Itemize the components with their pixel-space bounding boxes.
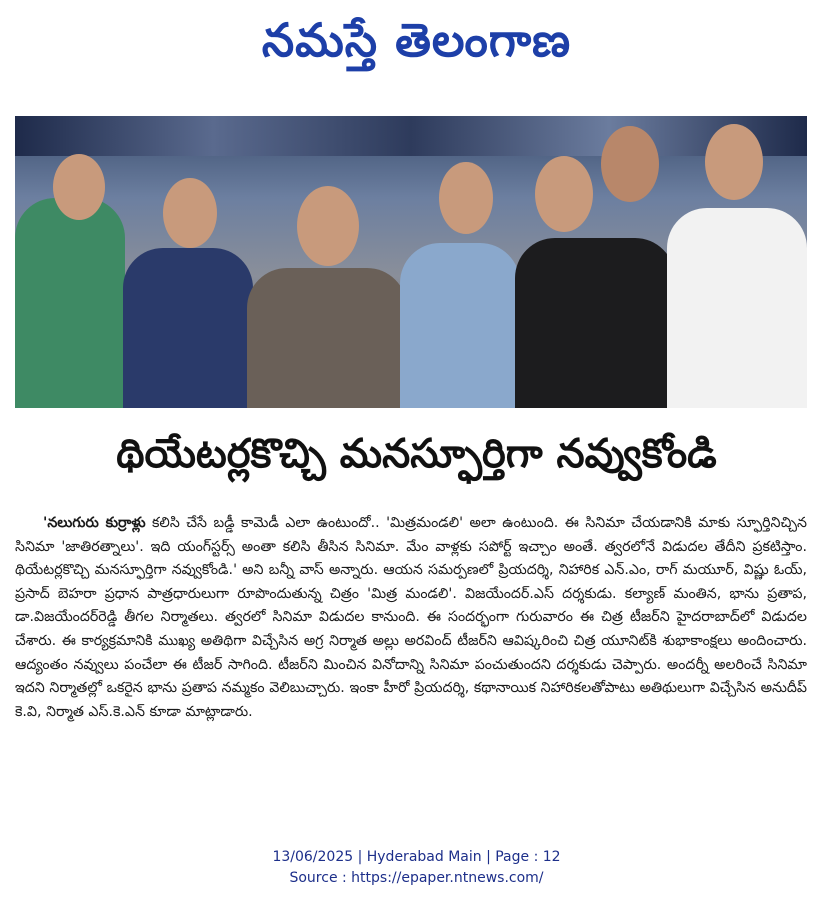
article-text: కలిసి చేసే బడ్డీ కామెడీ ఎలా ఉంటుందో.. 'మిత్రమండలి' అలా ఉంటుంది. ఈ సినిమా చేయడానికి మాకు స్ఫూర్తినిచ్చిన సినిమా 'జాతిరత్నాలు'. ఇది యంగ్‌స్టర్స్ అంతా కలిసి తీసిన సినిమా. మేం వాళ్లకు సపోర్ట్ ఇచ్చాం అంతే. త్వరలోనే విడుదల తేదీని ప్రకటిస్తాం. థియేటర్లకొచ్చి మనస్ఫూర్తిగా నవ్వుకోండి.' అని బన్నీ వాస్ అన్నారు. ఆయన సమర్పణలో ప్రియదర్శి, నిహారిక ఎన్.ఎం, రాగ్ మయూర్, విష్ణు ఓయ్, ప్రసాద్ బెహరా ప్రధాన పాత్రధారులుగా రూపొందుతున్న చిత్రం 'మిత్ర మండలి'. విజయేందర్.ఎస్ దర్శకుడు. కల్యాణ్ మంతిన, భాను ప్రతాప, డా.విజయేందర్‌రెడ్డి తీగల నిర్మాతలు. త్వరలో సినిమా విడుదల కానుంది. ఈ సందర్భంగా గురువారం ఈ చిత్ర టీజర్‌ని హైదరాబాద్‌లో విడుదల చేశారు. ఈ కార్యక్రమానికి ముఖ్య అతిథిగా విచ్చేసిన అగ్ర నిర్మాత అల్లు అరవింద్ టీజర్‌ని ఆవిష్కరించి చిత్ర యూనిట్‌కి శుభాకాంక్షలు అందించారు. ఆద్యంతం నవ్వులు పంచేలా ఈ టీజర్ సాగింది. టీజర్‌ని మించిన వినోదాన్ని సినిమా పంచుతుందని దర్శకుడు చెప్పారు. అందర్నీ అలరించే సినిమా ఇదని నిర్మాతల్లో ఒకరైన భాను ప్రతాప నమ్మకం వెలిబుచ్చారు. ఇంకా హీరో ప్రియదర్శి, కథానాయిక నిహారికలతోపాటు అతిథులుగా విచ్చేసిన అనుదీప్ కె.వి, నిర్మాత ఎస్.కె.ఎన్ కూడా మాట్లాడారు. [15, 515, 807, 720]
masthead [0, 8, 833, 72]
article-body [15, 512, 807, 724]
person-head [535, 156, 593, 232]
page-footer [0, 847, 833, 889]
person-head [297, 186, 359, 266]
person-head [705, 124, 763, 200]
person-figure [15, 198, 125, 408]
article-headline: థియేటర్లకొచ్చి మనస్ఫూర్తిగా నవ్వుకోండి [116, 431, 717, 477]
person-figure [247, 268, 407, 408]
event-banner [15, 116, 807, 156]
person-head [53, 154, 105, 220]
person-head [601, 126, 659, 202]
person-figure [400, 243, 520, 408]
article-lead: 'నలుగురు కుర్రాళ్లు [43, 515, 146, 531]
newspaper-title: నమస్తే తెలంగాణ [261, 13, 572, 67]
group-photo [15, 116, 807, 408]
person-figure [667, 208, 807, 408]
person-head [163, 178, 217, 248]
person-figure [123, 248, 253, 408]
person-figure [515, 238, 675, 408]
edition-info: 13/06/2025 | Hyderabad Main | Page : 12 [272, 849, 561, 865]
source-link[interactable]: Source : https://epaper.ntnews.com/ [289, 870, 544, 886]
person-head [439, 162, 493, 234]
